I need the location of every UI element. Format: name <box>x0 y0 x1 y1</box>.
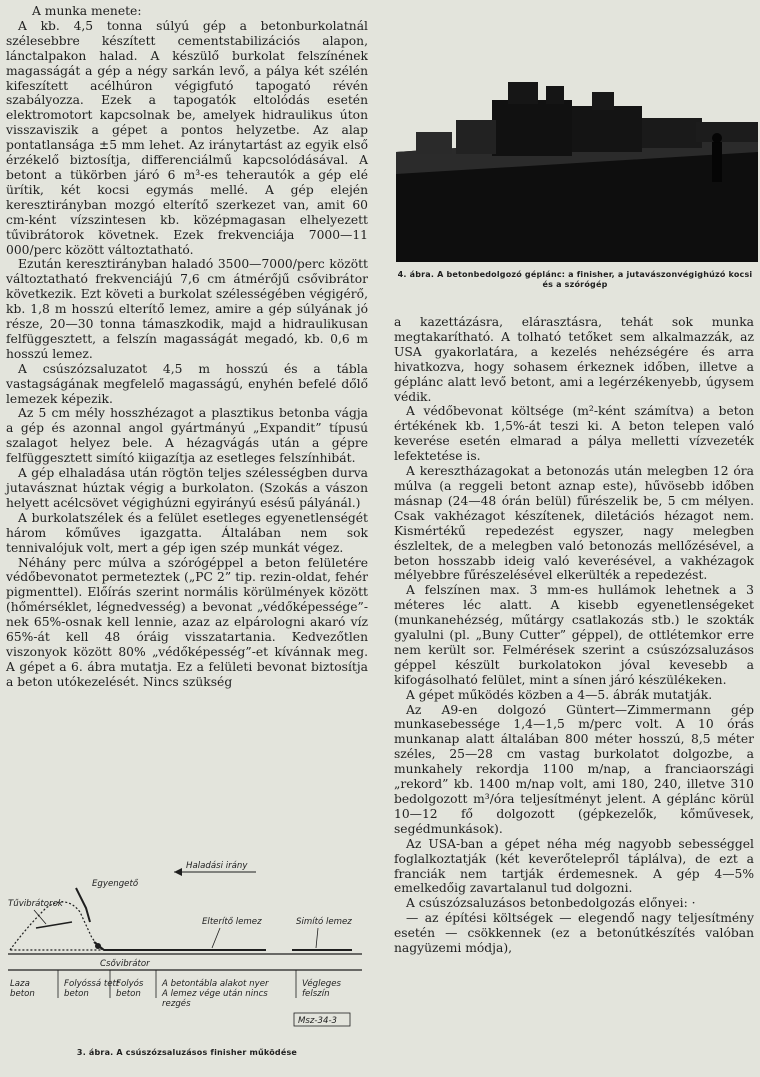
direction-arrowhead <box>174 868 182 876</box>
paragraph: a kazettázásra, elárasztásra, tehát sok munka megtakarítható. A tolható tetőket sem alkalmazzák, az USA gyakorlatára, a kezelés nehézségére és arra hivatkozva, hogy sohasem érkeznek időben, illetve a géplánc alatt levő betont, ami a legérzékenyebb, úgysem védik. <box>394 315 754 404</box>
paragraph: A felszínen max. 3 mm-es hullámok lehetnek a 3 méteres léc alatt. A kisebb egyenetlenségeket (munkanehézség, műtárgy csatlakozás stb.) le szokták gyalulni (pl. „Buny Cutter” géppel), de ottlétemkor erre nem került sor. Felmérések szerint a csúszózsaluzásos géppel készült burkolatokon jóval kevesebb a kifogásolható felület, mint a sínen járó készülékeken. <box>394 583 754 687</box>
label-spreader-plate: Elterítő lemez <box>202 917 262 927</box>
label-tube-vibrator: Csővibrátor <box>100 959 150 969</box>
label-slab-shape: A betontábla alakot nyer A lemez vége után nincs rezgés <box>162 979 269 1009</box>
label-smoothing-plate: Simító lemez <box>296 917 352 927</box>
paragraph: A kb. 4,5 tonna súlyú gép a betonburkolatnál szélesebbre készített cementstabilizációs alapon, lánctalpakon halad. A készülő burkolat felszínének magasságát a gép a négy sarkán levő, a pálya két szélén kifeszített acélhúron végigfutó tapogató révén szabályozza. Ezek a tapogatók eltolódás esetén elektromotort kapcsolnak be, amelyek hidraulikus úton visszaviszik a gépet a pontos helyzetbe. Az alap pontatlansága ±5 mm lehet. Az iránytartást az egyik első érzékelő biztosítja, differenciálmű kapcsolódásával. A betont a tükörben járó 6 m³-es teherautók a gép elé ürítik, két kocsi egymás mellé. A gép elején keresztirányban mozgó elterítő szerkezet van, amit 60 cm-ként vízszintesen kb. középmagasan elhelyezett tűvibrátorok követnek. Ezek frekvenciája 7000—11 000/perc között változtatható. <box>6 18 368 257</box>
label-semi-fluid: Folyóssá tett beton <box>64 979 120 999</box>
paragraph: Néhány perc múlva a szórógéppel a beton felületére védőbevonatot permeteztek („PC 2” tip. rezin-oldat, fehér pigmenttel). Előírás szerint normális körülmények között (hőmérséklet, légnedvesség) a bevonat „védőképessége”-nek 65%-osnak kell lennie, azaz az elpárologni akaró víz 65%-át kell 48 óráig visszatartania. Kedvezőtlen viszonyok között 80% „védőképesség”-et kívánnak meg. A gépet a 6. ábra mutatja. Ez a felületi bevonat biztosítja a beton utókezelését. Nincs szükség <box>6 555 368 689</box>
leader-line <box>212 928 220 948</box>
figure-4-photo <box>396 2 758 262</box>
label-spreader: Egyengető <box>92 879 139 889</box>
figure-code: Msz-34-3 <box>298 1016 338 1026</box>
concrete-mound <box>10 902 102 950</box>
paragraph: Ezután keresztirányban haladó 3500—7000/perc között változtatható frekvenciájú 7,6 cm átmérőjű csővibrátor következik. Ezt követi a burkolat szélességében végigérő, kb. 1,8 m hosszú elterítő lemez, amire a gép súlyának jó része, 20—30 tonna támaszkodik, majd a hidraulikusan felfüggesztett, a felszín magasságát megadó, kb. 0,6 m hosszú lemez. <box>6 257 368 361</box>
label-loose-concrete: Laza beton <box>10 979 35 999</box>
figure-3-diagram <box>6 858 368 1058</box>
figure-3-caption: 3. ábra. A csúszózsaluzásos finisher működése <box>76 1048 298 1057</box>
label-fluid: Folyós beton <box>116 979 144 999</box>
label-needle-vibrators: Tűvibrátorok <box>8 899 63 909</box>
paragraph: — az építési költségek — elegendő nagy teljesítmény esetén — csökkennek (ez a betonútkészítés valóban nagyüzemi módja), <box>394 911 754 956</box>
needle-vibrator <box>36 922 72 928</box>
section-heading: A munka menete: <box>32 4 142 18</box>
figure-4-caption: 4. ábra. A betonbedolgozó géplánc: a finisher, a jutavászonvégighúzó kocsi és a szórógép <box>397 270 753 289</box>
leader-line <box>316 928 318 948</box>
label-direction: Haladási irány <box>186 861 248 871</box>
paragraph: A keresztházagokat a betonozás után melegben 12 óra múlva (a reggeli betont aznap este), hűvösebb időben másnap (24—48 órán belül) fűrészelik be, 5 cm mélyen. Csak vakhézagot készítenek, diletációs hézagot nem. Kismértékű repedezést egyszer, nagy melegben észleltek, de a melegben való betonozás mellőzésével, a beton hosszabb ideig való keverésével, a vakhézagok mélyebbre fűrészelésével elkerülték a repedezést. <box>394 464 754 583</box>
paragraph: A csúszózsaluzatot 4,5 m hosszú és a tábla vastagságának megfelelő magasságú, enyhén befelé dőlő lemezek képezik. <box>6 361 368 406</box>
paragraph: A védőbevonat költsége (m²-ként számítva) a beton értékének kb. 1,5%-át teszi ki. A beton telepen való keverése esetén elmarad a pálya melletti vízvezeték lefektetése is. <box>394 404 754 464</box>
paragraph: A gépet működés közben a 4—5. ábrák mutatják. <box>406 687 713 702</box>
spreader-blade <box>76 888 90 922</box>
paragraph: Az USA-ban a gépet néha még nagyobb sebességgel foglalkoztatják (két keverőtelepről táplálva), de ezt a franciák nem tartják érdemesnek. A gép 4—5% emelkedőig zavartalanul tud dolgozni. <box>394 836 754 896</box>
leader-line <box>34 910 46 924</box>
left-text-column <box>6 4 368 690</box>
paragraph: A burkolatszélek és a felület esetleges egyenetlenségét három kőműves igazgatta. Általában nem sok tennivalójuk volt, mert a gép igen szép munkát végez. <box>6 510 368 555</box>
paragraph: Az 5 cm mély hosszhézagot a plasztikus betonba vágja a gép és azonnal angol gyártmányú „Expandit” típusú szalagot helyez bele. A hézagvágás után a gépre felfüggesztett simító kiigazítja az esetleges felszínhibát. <box>6 406 368 466</box>
paragraph: A csúszózsaluzásos betonbedolgozás előnyei: · <box>406 896 696 911</box>
paragraph: A gép elhaladása után rögtön teljes szélességben durva jutavásznat húztak végig a burkolaton. (Szokás a vászon helyett acélcsövet végighúzni egyirányú esésű pályánál.) <box>6 466 368 510</box>
paragraph: Az A9-en dolgozó Güntert—Zimmermann gép munkasebessége 1,4—1,5 m/perc volt. A 10 órás munkanap alatt általában 800 méter hosszú, 8,5 méter széles, 25—28 cm vastag burkolatot dolgozbe, a munkahely rekordja 1100 m/nap, a franciaországi „rekord” kb. 1400 m/nap volt, ami 180, 240, illetve 310 bedolgozott m³/óra teljesítményt jelent. A géplánc körül 10—12 fő dolgozott (gépkezelők, kőművesek, segédmunkások). <box>394 702 754 836</box>
right-text-column <box>394 315 754 956</box>
label-final-surface: Végleges felszín <box>302 979 342 999</box>
spreader-plate <box>94 942 266 950</box>
